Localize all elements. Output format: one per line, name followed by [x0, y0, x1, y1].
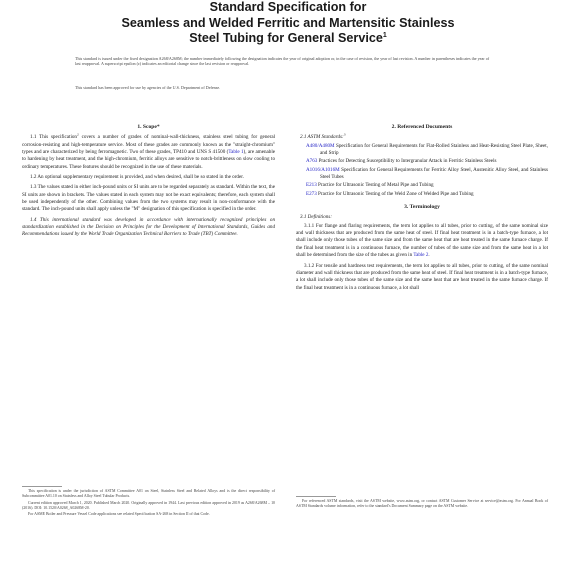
title-line-3	[48, 31, 528, 47]
reference-title: Practice for Ultrasonic Testing of Metal Pipe and Tubing	[316, 182, 434, 189]
reference-item	[296, 158, 548, 165]
footnote-divider-left	[22, 486, 62, 487]
scope-paragraph-1-2: 1.2 An optional supplementary requirement is provided, and when desired, shall be so stated in the order.	[30, 174, 244, 181]
reference-link-e213[interactable]: E213	[306, 182, 317, 189]
terminology-heading: 3. Terminology	[404, 204, 440, 211]
document-title	[48, 0, 528, 47]
reference-link-a763[interactable]: A763	[306, 158, 318, 165]
scope-paragraph-1-1	[22, 134, 275, 171]
terminology-p1-part-b: .	[428, 252, 430, 259]
footnote-edition: Current edition approved March 1, 2020. Published March 2020. Originally approved in 1944. Last previous edition approved in 2019 as A268/A268M – 10 (2016). DOI: 10.1520/A0268_A0268M-20.	[22, 500, 275, 510]
astm-standards-intro	[296, 134, 548, 141]
left-column	[22, 124, 275, 242]
title-line-3-text: Steel Tubing for General Service	[189, 31, 383, 45]
referenced-documents-heading: 2. Referenced Documents	[391, 124, 453, 130]
terminology-p1-part-a: 3.1.1 For flange and flaring requirements, the term lot applies to all tubes, prior to cutting, of the same nominal size and wall thickness that are produced from the same heat of steel. If final heat treatment is in a batch-type furnace, a lot shall include only those tubes of the same size and from the same heat that are heat treated in the same furnace charge. If the final heat treatment is in a continuous furnace, the number of tubes of the same size and from the same heat in a lot shall be determined from the size of the tubes as given in	[296, 222, 548, 259]
footnote-divider-right	[296, 496, 336, 497]
scope-paragraph-1-4: 1.4 This international standard was developed in accordance with internationally recognized principles on standardization established in the Decision on Principles for the Development of International Standards, Guides and Recommendations issued by the World Trade Organization Technical Barriers to Trade (TBT) Committee.	[22, 216, 275, 238]
footnotes-left	[22, 489, 275, 519]
footnote-1: This specification is under the jurisdiction of ASTM Committee A01 on Steel, Stainless Steel and Related Alloys and is the direct responsibility of Subcommittee A01.10 on Stainless and Alloy Steel Tubular Products.	[22, 489, 275, 499]
terminology-paragraph-3-1-2: 3.1.2 For tensile and hardness test requirements, the term lot applies to all tubes, prior to cutting, of the same nominal diameter and wall thickness that are produced from the same heat of steel. If final heat treatment is in a batch-type furnace, a lot shall include only those tubes of the same size and the same heat that are heat treated in the same furnace charge. If the final heat treatment is in a continuous furnace, a lot shall	[296, 262, 548, 291]
reference-title: Practices for Detecting Susceptibility to Intergranular Attack in Ferritic Stainless Steels	[317, 158, 497, 165]
footnote-3: For referenced ASTM standards, visit the ASTM website, www.astm.org, or contact ASTM Customer Service at service@astm.org. For Annual Book of ASTM Standards volume information, refer to the standard's Document Summary page on the ASTM website.	[296, 499, 548, 509]
scope-p1-part-c: ), are amenable to hardening by heat treatment, and the high-chromium, ferritic alloys are sensitive to notch-brittleness on slow cooling to ordinary temperatures. These features should be recognized in the use of these materials.	[22, 149, 276, 170]
title-line-2: Seamless and Welded Ferritic and Martensitic Stainless	[121, 15, 455, 30]
scope-p1-footnote-mark: 2	[76, 132, 79, 137]
dod-approval-notice: This standard has been approved for use by agencies of the U.S. Department of Defense.	[75, 85, 221, 90]
astm-standards-footnote-mark: 3	[343, 132, 346, 137]
table-1-link[interactable]: Table 1	[228, 149, 244, 156]
designation-notice: This standard is issued under the fixed designation A268/A268M; the number immediately following the designation indicates the year of original adoption or, in the case of revision, the year of last revision. A number in parentheses indicates the year of last reapproval. A superscript epsilon (ε) indicates an editorial change since the last revision or reapproval.	[75, 56, 490, 67]
footnotes-right	[296, 499, 548, 511]
reference-title: Specification for General Requirements for Flat-Rolled Stainless and Heat-Resisting Steel Plate, Sheet, and Strip	[320, 142, 548, 157]
reference-title: Specification for General Requirements for Ferritic Alloy Steel, Austenitic Alloy Steel, and Stainless Steel Tubes	[320, 166, 548, 181]
terminology-paragraph-3-1-1	[296, 223, 548, 260]
definitions-subheading: 3.1 Definitions:	[300, 214, 332, 221]
title-line-1: Standard Specification for	[209, 0, 367, 14]
reference-item	[296, 143, 548, 158]
reference-link-a480[interactable]: A480/A480M	[306, 142, 335, 149]
scope-paragraph-1-3: 1.3 The values stated in either inch-pound units or SI units are to be regarded separately as standard. Within the text, the SI units are shown in brackets. The values stated in each system may not be exact equivalents; therefore, each system shall be used independently of the other. Combining values from the two systems may result in non-conformance with the standard. The inch-pound units shall apply unless the "M" designation of this specification is specified in the order.	[22, 184, 275, 213]
reference-item	[296, 191, 548, 198]
reference-link-a1016[interactable]: A1016/A1016M	[306, 166, 340, 173]
reference-title: Practice for Ultrasonic Testing of the Weld Zone of Welded Pipe and Tubing	[316, 190, 474, 197]
scope-heading: 1. Scope*	[137, 124, 160, 130]
footnote-2: For ASME Boiler and Pressure Vessel Code applications see related Specification SA-268 in Section II of that Code.	[28, 512, 210, 517]
right-column	[296, 124, 548, 295]
table-2-link[interactable]: Table 2	[413, 252, 429, 259]
scope-p1-part-b: covers a number of grades of nominal-wall-thickness, stainless steel tubing for general corrosion-resisting and high-temperature service. Most of these grades are commonly known as the "straight-chromium" types and are characterized by being ferromagnetic. Two of these grades, TP410 and UNS S 41500 (	[22, 134, 275, 156]
title-footnote-mark: 1	[382, 31, 387, 39]
scope-p1-part-a: 1.1 This specification	[30, 134, 77, 141]
reference-item	[296, 167, 548, 182]
astm-standards-label: 2.1 ASTM Standards:	[300, 134, 344, 141]
reference-link-e273[interactable]: E273	[306, 190, 317, 197]
reference-item	[296, 182, 548, 189]
